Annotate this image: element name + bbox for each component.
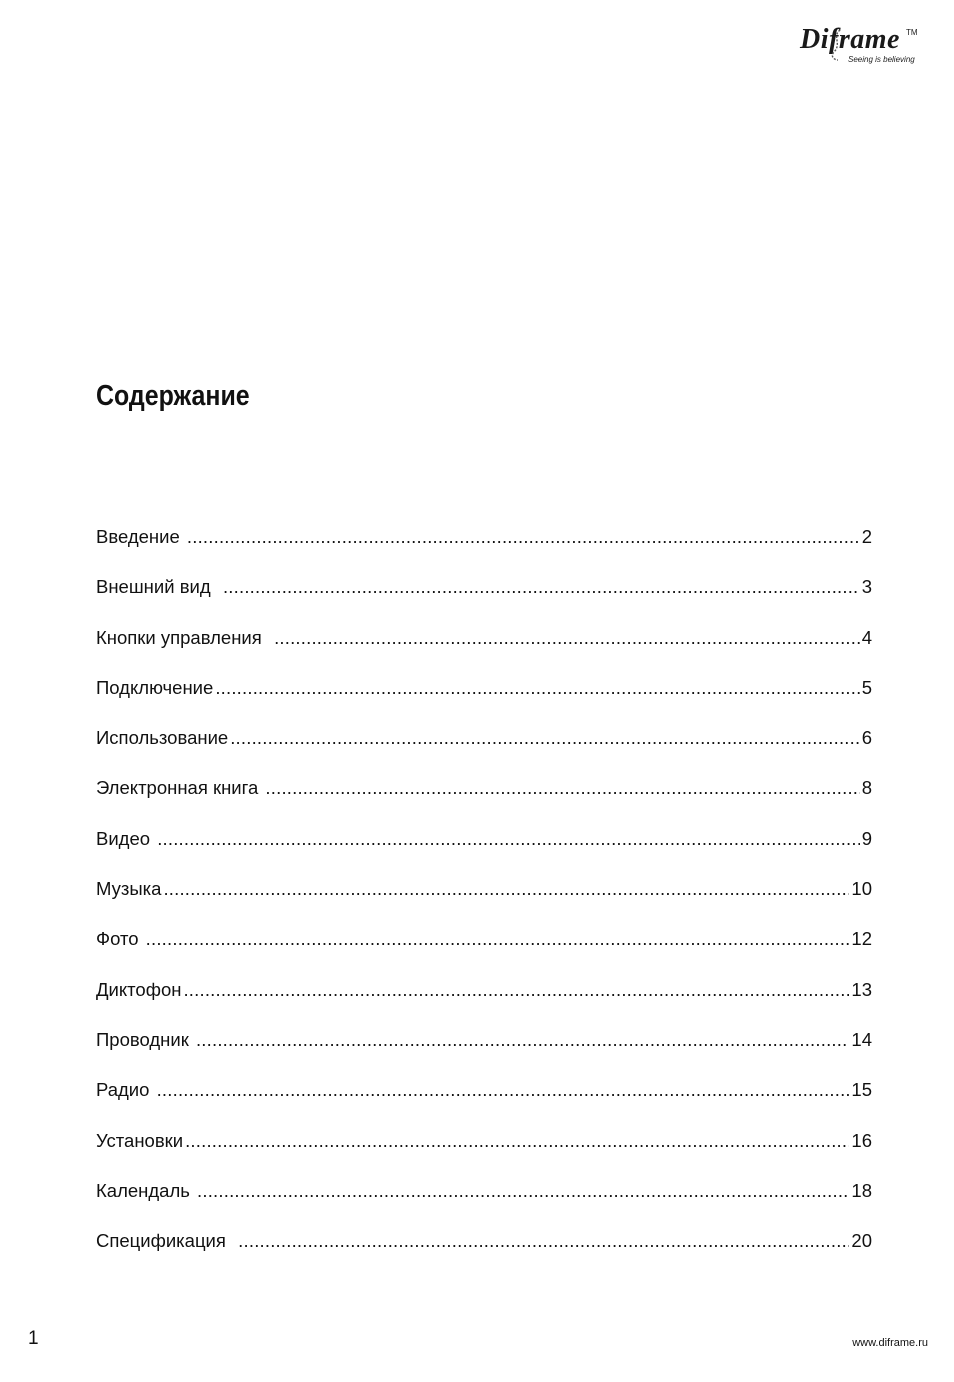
toc-entry-page: 8 bbox=[861, 777, 872, 799]
toc-entry-page: 15 bbox=[851, 1079, 872, 1101]
toc-dot-leader bbox=[163, 878, 849, 900]
logo-wordmark: Diframe bbox=[800, 24, 900, 55]
toc-entry-photo[interactable] bbox=[96, 928, 872, 978]
toc-entry-page: 20 bbox=[851, 1230, 872, 1252]
page-title: Содержание bbox=[96, 380, 250, 412]
toc-dot-leader bbox=[187, 526, 860, 548]
toc-entry-radio[interactable] bbox=[96, 1079, 872, 1129]
toc-dot-leader bbox=[223, 576, 860, 598]
toc-entry-label: Использование bbox=[96, 727, 229, 749]
toc-entry-page: 6 bbox=[861, 727, 872, 749]
toc-entry-page: 4 bbox=[861, 626, 872, 648]
toc-entry-calendar[interactable] bbox=[96, 1180, 872, 1230]
toc-dot-leader bbox=[196, 1029, 849, 1051]
toc-dot-leader bbox=[274, 627, 860, 649]
toc-entry-page: 10 bbox=[851, 878, 872, 900]
toc-entry-page: 5 bbox=[861, 676, 872, 698]
logo-trademark: TM bbox=[906, 28, 918, 37]
toc-entry-label: Установки bbox=[96, 1129, 184, 1151]
toc-entry-label: Фото bbox=[96, 928, 144, 950]
toc-entry-label: Подключение bbox=[96, 676, 214, 698]
toc-dot-leader bbox=[157, 828, 860, 850]
toc-entry-control-buttons[interactable] bbox=[96, 627, 872, 677]
toc-dot-leader bbox=[157, 1079, 850, 1101]
toc-entry-settings[interactable] bbox=[96, 1130, 872, 1180]
toc-dot-leader bbox=[230, 727, 860, 749]
toc-entry-label: Внешний вид bbox=[96, 576, 221, 598]
toc-entry-label: Проводник bbox=[96, 1028, 194, 1050]
brand-logo bbox=[798, 24, 928, 68]
toc-dot-leader bbox=[146, 928, 850, 950]
toc-entry-label: Диктофон bbox=[96, 978, 182, 1000]
toc-entry-label: Видео bbox=[96, 827, 156, 849]
toc-entry-music[interactable] bbox=[96, 878, 872, 928]
toc-entry-label: Музыка bbox=[96, 878, 162, 900]
toc-entry-recorder[interactable] bbox=[96, 979, 872, 1029]
toc-entry-page: 12 bbox=[851, 928, 872, 950]
toc-entry-page: 16 bbox=[851, 1129, 872, 1151]
toc-entry-introduction[interactable] bbox=[96, 526, 872, 576]
toc-entry-page: 2 bbox=[861, 526, 872, 547]
toc-entry-ebook[interactable] bbox=[96, 777, 872, 827]
toc-dot-leader bbox=[185, 1130, 849, 1152]
toc-entry-connection[interactable] bbox=[96, 677, 872, 727]
toc-entry-page: 3 bbox=[861, 576, 872, 598]
logo-film-strip-icon bbox=[828, 28, 846, 62]
toc-dot-leader bbox=[265, 777, 859, 799]
toc-entry-page: 9 bbox=[861, 827, 872, 849]
toc-entry-label: Введение bbox=[96, 526, 185, 547]
toc-entry-page: 18 bbox=[851, 1179, 872, 1201]
logo-tagline: Seeing is believing bbox=[848, 55, 915, 64]
toc-entry-label: Спецификация bbox=[96, 1230, 237, 1252]
toc-entry-label: Радио bbox=[96, 1079, 155, 1101]
toc-entry-label: Календаль bbox=[96, 1179, 196, 1201]
toc-dot-leader bbox=[197, 1180, 849, 1202]
toc-entry-explorer[interactable] bbox=[96, 1029, 872, 1079]
toc-entry-label: Электронная книга bbox=[96, 777, 264, 799]
toc-dot-leader bbox=[215, 677, 859, 699]
toc-entry-usage[interactable] bbox=[96, 727, 872, 777]
toc-dot-leader bbox=[238, 1230, 849, 1252]
footer-website-link[interactable]: www.diframe.ru bbox=[852, 1337, 928, 1349]
toc-dot-leader bbox=[183, 979, 849, 1001]
table-of-contents bbox=[96, 526, 872, 1280]
toc-entry-video[interactable] bbox=[96, 828, 872, 878]
toc-entry-appearance[interactable] bbox=[96, 576, 872, 626]
toc-entry-specification[interactable] bbox=[96, 1230, 872, 1280]
toc-entry-page: 14 bbox=[851, 1028, 872, 1050]
toc-entry-label: Кнопки управления bbox=[96, 626, 273, 648]
toc-entry-page: 13 bbox=[851, 978, 872, 1000]
page-number: 1 bbox=[28, 1328, 39, 1349]
